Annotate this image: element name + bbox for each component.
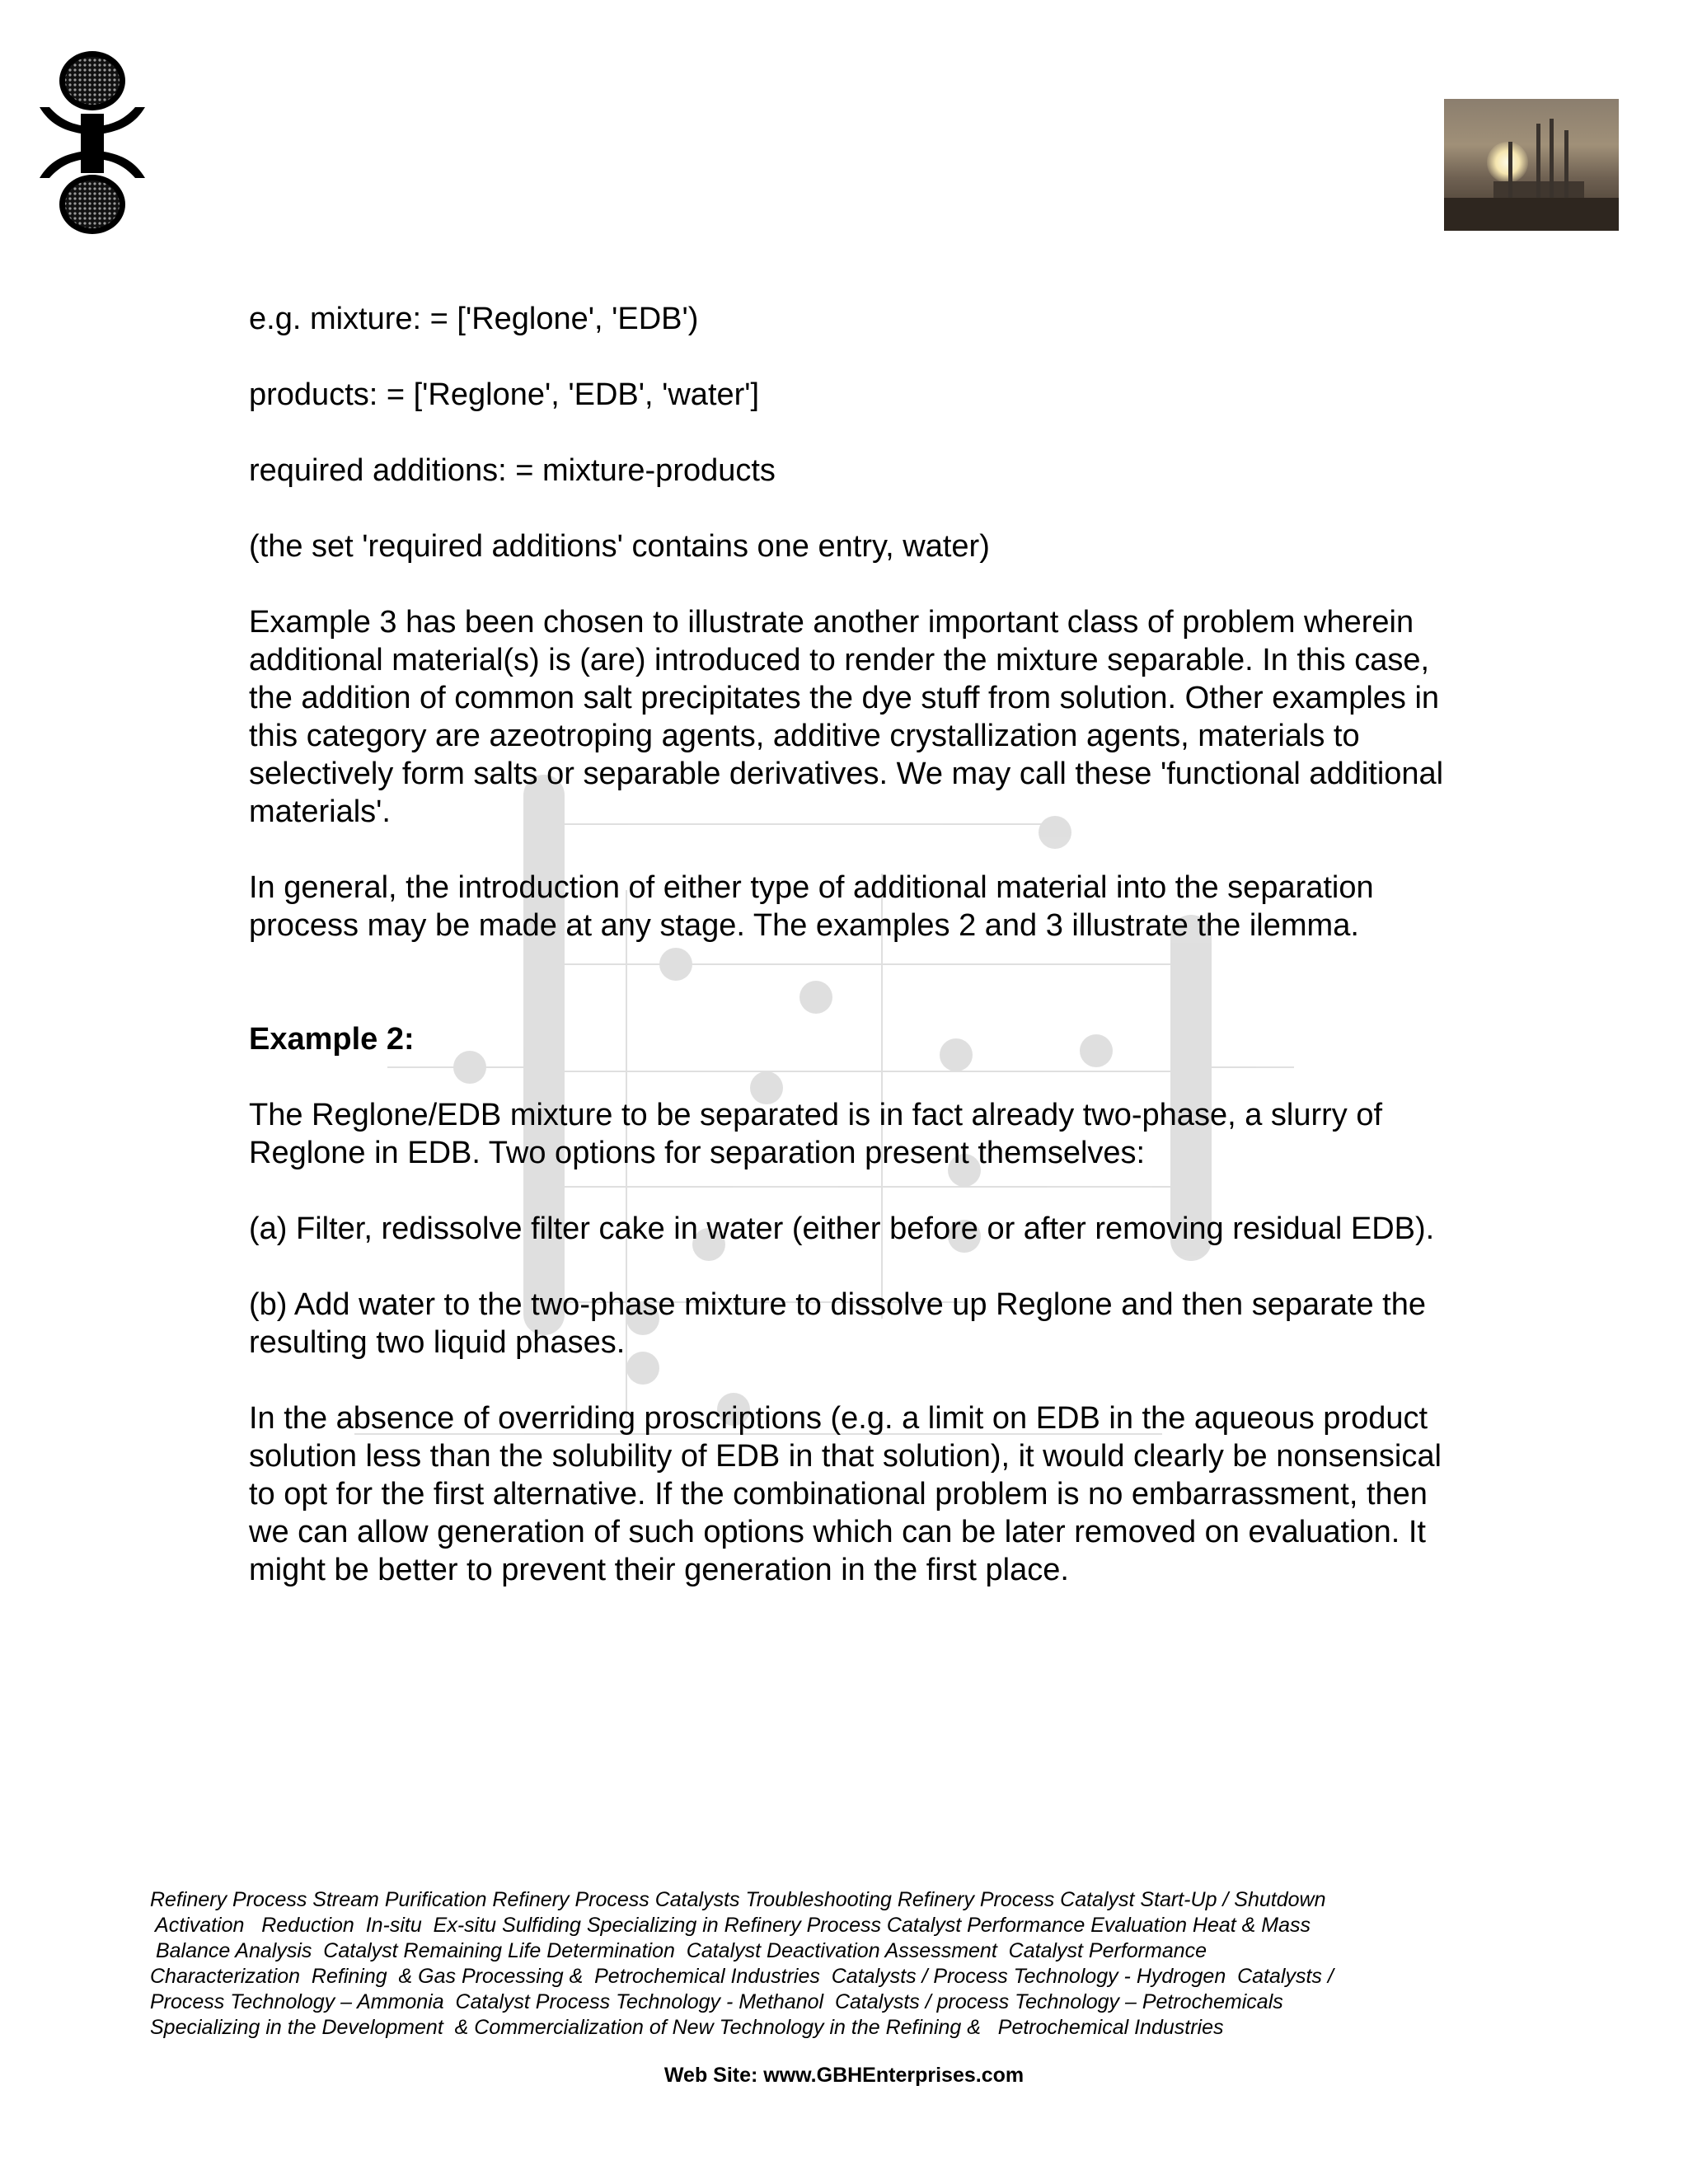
smokestack [1564,130,1568,199]
required-additions-definition: required additions: = mixture-products [249,453,776,488]
option-a: (a) Filter, redissolve filter cake in water (either before or after removing residual EDB). [249,1212,1435,1246]
mixture-definition: e.g. mixture: = ['Reglone', 'EDB') [249,302,699,336]
general-paragraph: In general, the introduction of either type of additional material into the separation process may be made at any stage. The examples 2 and 3 illustrate the ilemma. [249,870,1374,943]
footer-line: Characterization Refining & Gas Processing & Petrochemical Industries Catalysts / Process Technology - Hydrogen Catalysts / [150,1965,1334,1988]
example-3-paragraph: Example 3 has been chosen to illustrate another important class of problem wherein additional material(s) is (are) introduced to render the mixture separable. In this case, the addition of common salt precipitates the dye stuff from solution. Other examples in this category are azeotroping agents, additive crystallization agents, materials to selectively form salts or separable derivatives. We may call these 'functional additional materials'. [249,605,1444,829]
footer-line: Refinery Process Stream Purification Refinery Process Catalysts Troubleshooting Refinery Process Catalyst Start-Up / Shutdown [150,1888,1326,1911]
smokestack [1536,124,1540,199]
footer-line: Process Technology – Ammonia Catalyst Process Technology - Methanol Catalysts / process Technology – Petrochemicals [150,1990,1283,2013]
refinery-photo [1444,99,1619,231]
document-body [249,300,1452,1627]
company-logo-icon [33,48,152,237]
example-2-intro-continued: Reglone in EDB. Two options for separation present themselves: [249,1136,1146,1170]
footer-line: Balance Analysis Catalyst Remaining Life Determination Catalyst Deactivation Assessment Catalyst Performance [150,1939,1207,1962]
example-2-heading: Example 2: [249,1022,415,1057]
conclusion-paragraph: In the absence of overriding proscriptions (e.g. a limit on EDB in the aqueous product solution less than the solubility of EDB in that solution), it would clearly be nonsensical to opt for the first alternative. If the combinational problem is no embarrassment, then we can allow generation of such options which can be later removed on evaluation. It might be better to prevent their generation in the first place. [249,1401,1442,1587]
option-b: (b) Add water to the two-phase mixture to dissolve up Reglone and then separate the resulting two liquid phases. [249,1287,1426,1360]
footer-line: Activation Reduction In-situ Ex-situ Sulfiding Specializing in Refinery Process Catalyst Performance Evaluation Heat & Mass [150,1914,1311,1937]
footer-services [150,1887,1436,2041]
website-link[interactable]: Web Site: www.GBHEnterprises.com [663,2064,1025,2087]
ground [1444,198,1619,231]
sun-glare [1487,142,1528,183]
footer-line: Specializing in the Development & Commercialization of New Technology in the Refining & Petrochemical Industries [150,2016,1224,2039]
products-definition: products: = ['Reglone', 'EDB', 'water'] [249,377,760,412]
example-2-intro: The Reglone/EDB mixture to be separated is in fact already two-phase, a slurry of [249,1098,1383,1132]
smokestack [1550,119,1554,199]
required-additions-note: (the set 'required additions' contains one entry, water) [249,529,990,564]
smokestack [1508,142,1512,199]
